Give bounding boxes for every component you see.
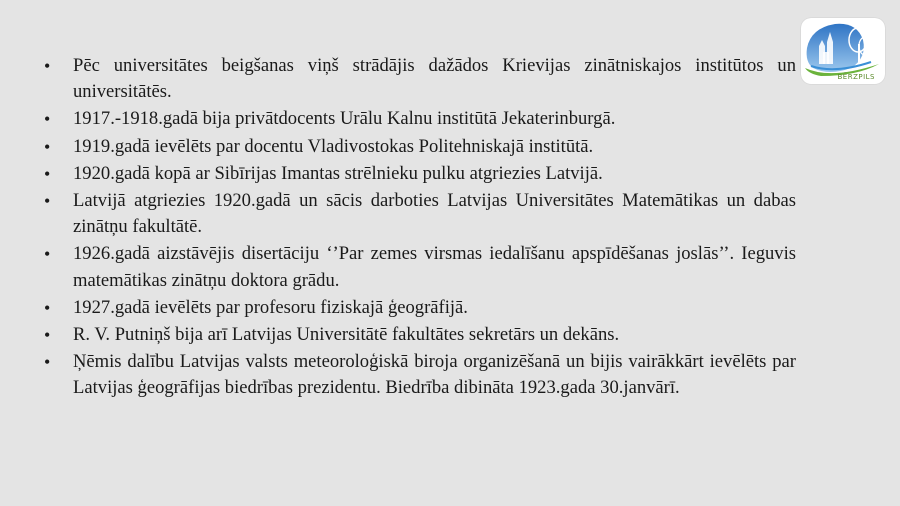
bullet-icon: • [44, 352, 51, 373]
bullet-icon: • [44, 297, 51, 318]
bullet-icon: • [44, 325, 51, 346]
bullet-list [44, 53, 796, 403]
bullet-text: 1926.gadā aizstāvējis disertāciju ‘’Par zemes virsmas iedalīšanu apspīdēšanas joslās’’. Ieguvis matemātikas zinātņu doktora grādu. [73, 243, 796, 291]
bullet-text: Latvijā atgriezies 1920.gadā un sācis darboties Latvijas Universitātes Matemātikas un dabas zinātņu fakultātē. [73, 190, 796, 238]
bullet-text: 1917.-1918.gadā bija privātdocents Urālu Kalnu institūtā Jekaterinburgā. [73, 108, 616, 130]
bullet-item [44, 106, 796, 132]
bullet-item [44, 134, 796, 160]
bullet-item [44, 349, 796, 401]
bullet-text: 1927.gadā ievēlēts par profesoru fiziskajā ģeogrāfijā. [73, 296, 468, 318]
bullet-icon: • [44, 109, 51, 130]
berzpils-logo [801, 18, 885, 84]
bullet-item [44, 161, 796, 187]
bullet-icon: • [44, 56, 51, 76]
bullet-icon: • [44, 191, 51, 212]
bullet-icon: • [44, 136, 51, 157]
bullet-text: 1919.gadā ievēlēts par docentu Vladivostokas Politehniskajā institūtā. [73, 135, 594, 157]
bullet-text: R. V. Putniņš bija arī Latvijas Universitātē fakultātes sekretārs un dekāns. [73, 324, 620, 346]
logo-text: BĒRZPILS [837, 73, 875, 81]
bullet-item [44, 322, 796, 348]
bullet-item [44, 188, 796, 240]
bullet-item [44, 53, 796, 105]
bullet-icon: • [44, 163, 51, 184]
bullet-text: 1920.gadā kopā ar Sibīrijas Imantas strēlnieku pulku atgriezies Latvijā. [73, 162, 603, 184]
bullet-item [44, 241, 796, 293]
bullet-item [44, 295, 796, 321]
bullet-text: Pēc universitātes beigšanas viņš strādājis dažādos Krievijas zinātniskajos institūtos un universitātēs. [73, 55, 796, 103]
bullet-text: Ņēmis dalību Latvijas valsts meteoroloģiskā biroja organizēšanā un bijis vairākkārt ievēlēts par Latvijas ģeogrāfijas biedrības prezidentu. Biedrība dibināta 1923.gada 30.janvārī. [73, 351, 796, 399]
bullet-icon: • [44, 244, 51, 265]
